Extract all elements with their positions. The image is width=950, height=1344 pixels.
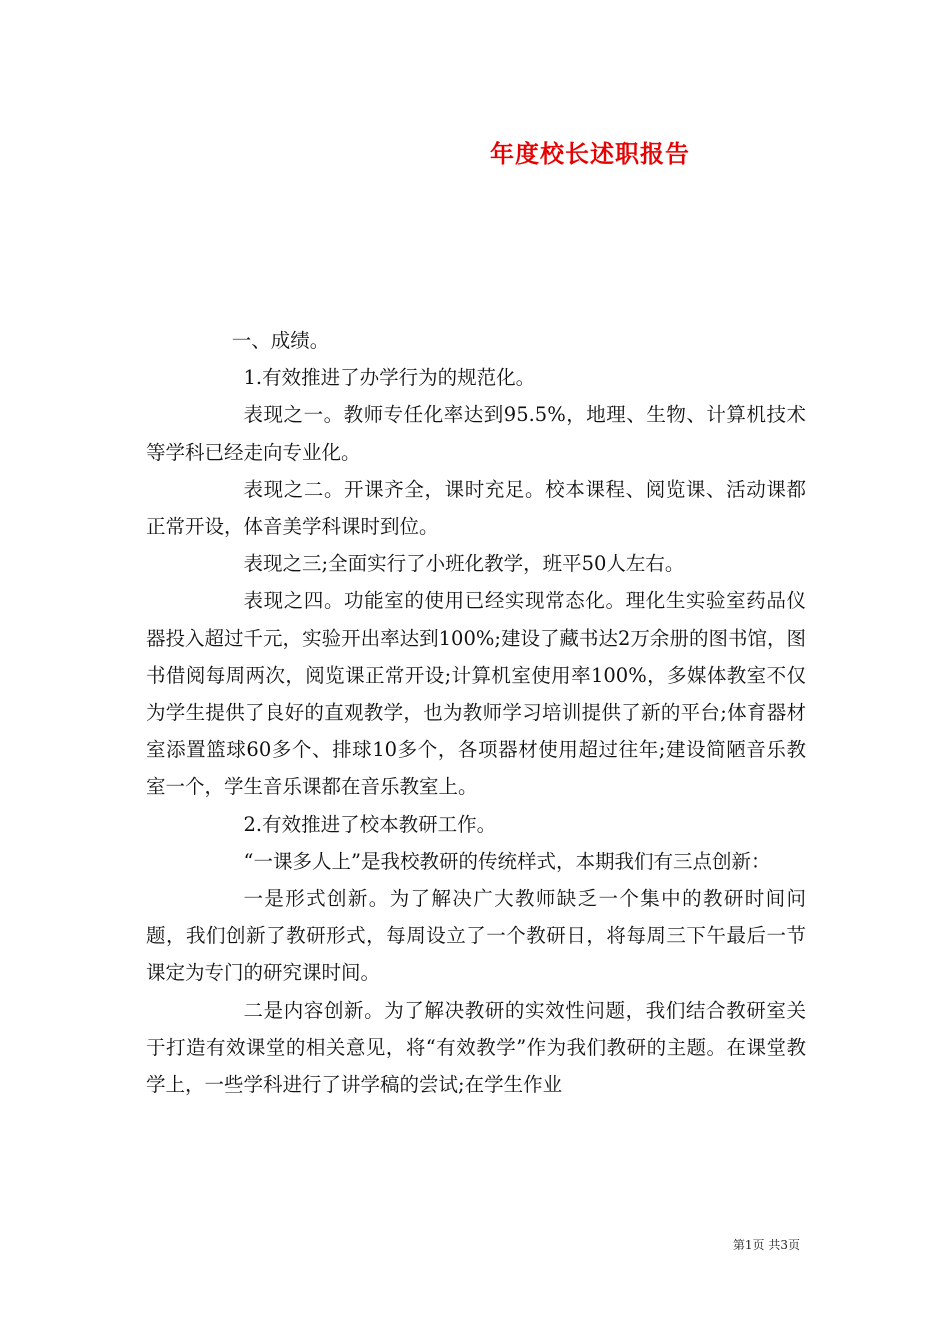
document-title: 年度校长述职报告 bbox=[490, 139, 690, 168]
paragraph: 一是形式创新。为了解决广大教师缺乏一个集中的教研时间问题，我们创新了教研形式，每周设立了一个教研日，将每周三下午最后一节课定为专门的研究课时间。 bbox=[146, 887, 806, 985]
subsection-heading-1: 1.有效推进了办学行为的规范化。 bbox=[243, 366, 536, 390]
paragraph: 二是内容创新。为了解决教研的实效性问题，我们结合教研室关于打造有效课堂的相关意见，将“有效教学”作为我们教研的主题。在课堂教学上，一些学科进行了讲学稿的尝试;在学生作业 bbox=[146, 998, 806, 1097]
section-heading-achievements: 一、成绩。 bbox=[231, 329, 330, 352]
page-number: 第1页 共3页 bbox=[732, 1238, 800, 1252]
paragraph: 表现之一。教师专任化率达到95.5%，地理、生物、计算机技术等学科已经走向专业化。 bbox=[146, 403, 806, 464]
subsection-heading-2: 2.有效推进了校本教研工作。 bbox=[243, 812, 497, 836]
paragraph: 表现之二。开课齐全，课时充足。校本课程、阅览课、活动课都正常开设，体音美学科课时到位。 bbox=[146, 477, 806, 539]
paragraph: 表现之三;全面实行了小班化教学，班平50人左右。 bbox=[243, 552, 685, 576]
document-body bbox=[146, 322, 806, 1103]
paragraph: 表现之四。功能室的使用已经实现常态化。理化生实验室药品仪器投入超过千元，实验开出率达到100%;建设了藏书达2万余册的图书馆，图书借阅每周两次，阅览课正常开设;计算机室使用率100%，多媒体教室不仅为学生提供了良好的直观教学，也为教师学习培训提供了新的平台;体育器材室添置篮球60多个、排球10多个，各项器材使用超过往年;建设简陋音乐教室一个，学生音乐课都在音乐教室上。 bbox=[146, 589, 806, 799]
paragraph: “一课多人上”是我校教研的传统样式，本期我们有三点创新： bbox=[243, 849, 771, 873]
